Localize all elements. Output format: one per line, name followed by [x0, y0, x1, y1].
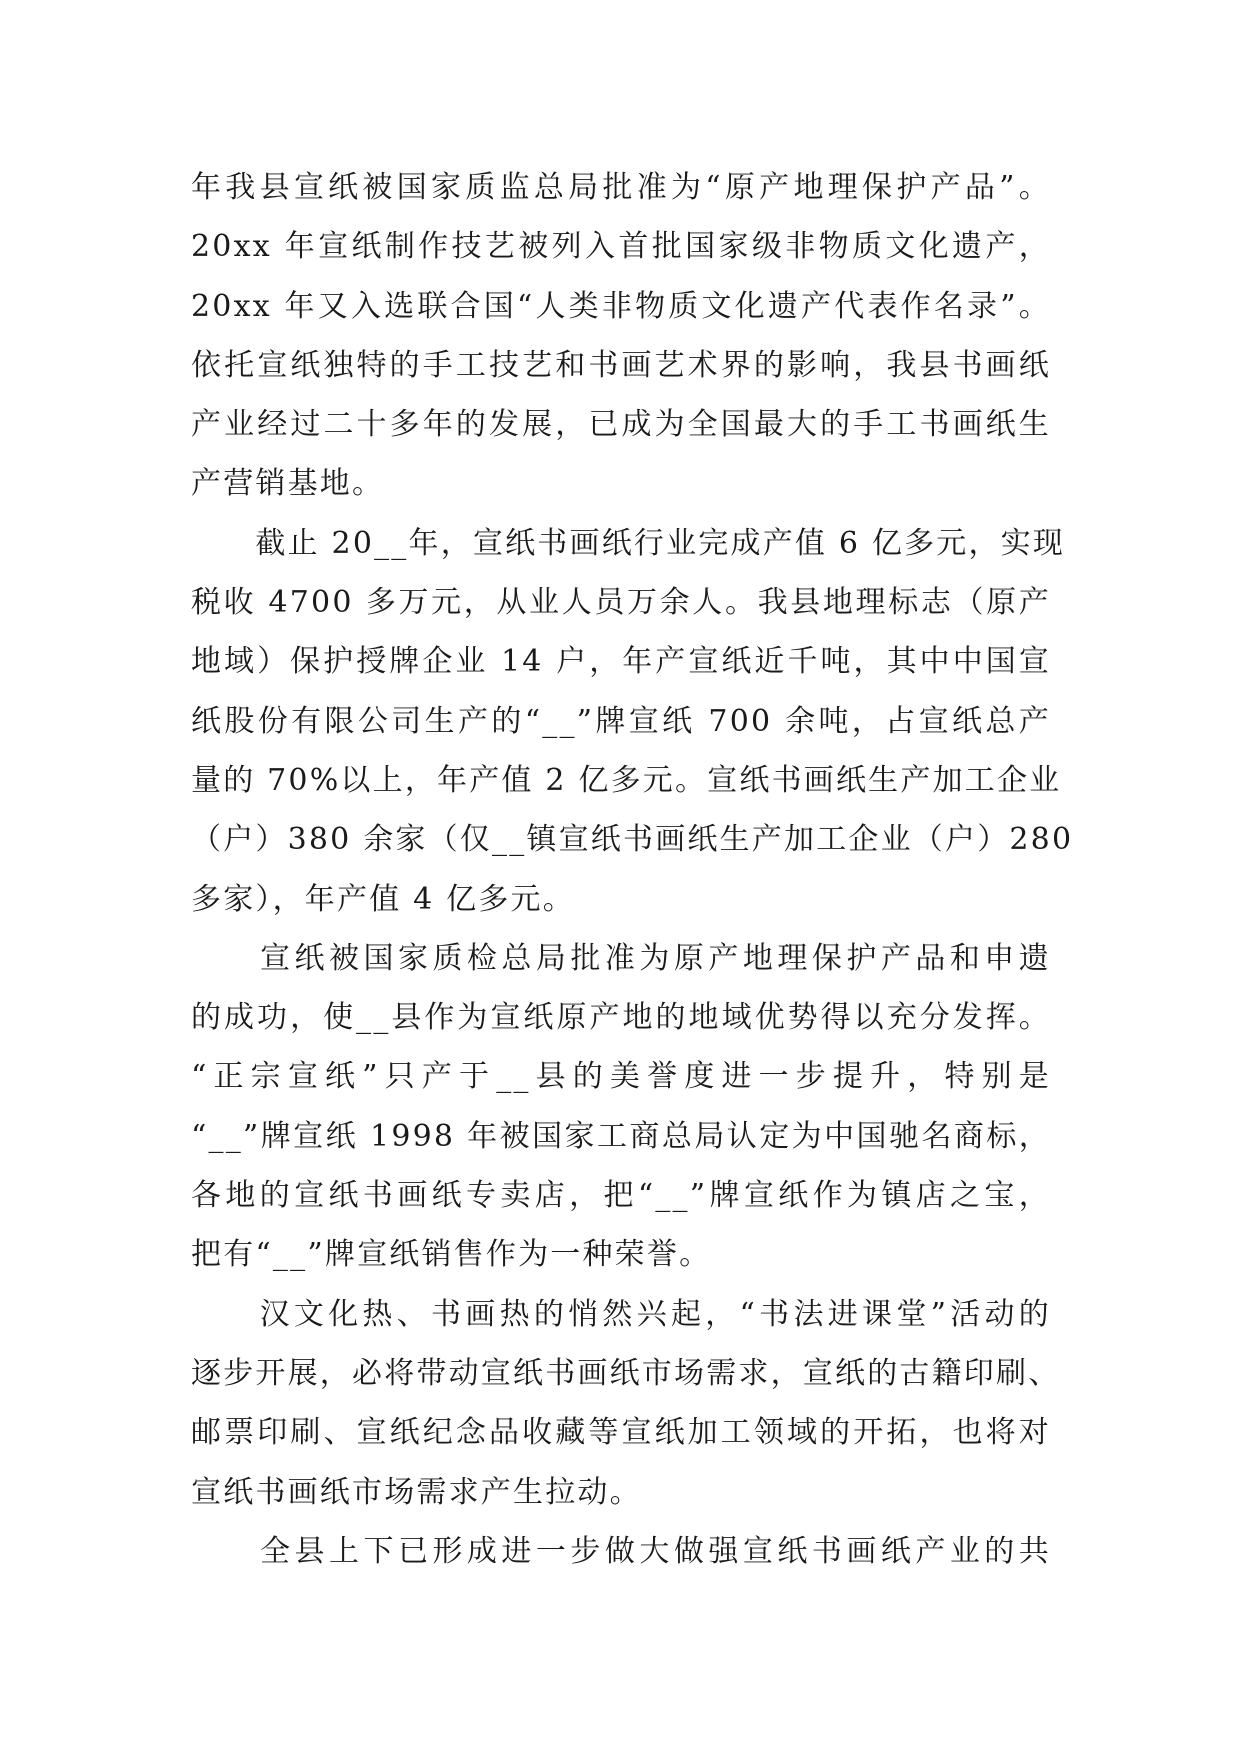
text-line: 全县上下已形成进一步做大做强宣纸书画纸产业的共 — [191, 1533, 1051, 1569]
paragraph-5 — [191, 1522, 1051, 1581]
text-line: “__”牌宣纸 1998 年被国家工商总局认定为中国驰名商标， — [191, 1118, 1051, 1154]
text-line: 宣纸书画纸市场需求产生拉动。 — [191, 1474, 642, 1510]
text-line: 把有“__”牌宣纸销售作为一种荣誉。 — [191, 1237, 712, 1273]
text-line: 多家），年产值 4 亿多元。 — [191, 881, 575, 917]
text-line: 的成功，使__县作为宣纸原产地的地域优势得以充分发挥。 — [191, 1000, 1051, 1036]
text-line: 各地的宣纸书画纸专卖店，把“__”牌宣纸作为镇店之宝， — [191, 1178, 1051, 1214]
text-line: 汉文化热、书画热的悄然兴起，“书法进课堂”活动的 — [191, 1296, 1051, 1332]
paragraph-2 — [191, 514, 1074, 929]
paragraph-4 — [191, 1285, 1061, 1522]
text-line: 截止 20__年，宣纸书画纸行业完成产值 6 亿多元，实现 — [191, 525, 1066, 561]
text-line: （户）380 余家（仅__镇宣纸书画纸生产加工企业（户）280 — [191, 822, 1074, 858]
text-line: 逐步开展，必将带动宣纸书画纸市场需求，宣纸的古籍印刷、 — [191, 1355, 1061, 1391]
text-line: 产业经过二十多年的发展，已成为全国最大的手工书画纸生 — [191, 407, 1051, 443]
text-line: 产营销基地。 — [191, 466, 385, 502]
text-line: 地域）保护授牌企业 14 户，年产宣纸近千吨，其中中国宣 — [191, 644, 1051, 680]
text-line: 量的 70%以上，年产值 2 亿多元。宣纸书画纸生产加工企业 — [191, 762, 1062, 798]
paragraph-1 — [191, 158, 1051, 514]
text-line: 20xx 年又入选联合国“人类非物质文化遗产代表作名录”。 — [191, 288, 1051, 324]
document-body — [191, 158, 1074, 1581]
text-line: 邮票印刷、宣纸纪念品收藏等宣纸加工领域的开拓，也将对 — [191, 1415, 1051, 1451]
paragraph-3 — [191, 929, 1051, 1285]
text-line: 宣纸被国家质检总局批准为原产地理保护产品和申遗 — [191, 940, 1051, 976]
text-line: “正宗宣纸”只产于__县的美誉度进一步提升，特别是 — [191, 1059, 1051, 1095]
text-line: 20xx 年宣纸制作技艺被列入首批国家级非物质文化遗产， — [191, 229, 1051, 265]
text-line: 纸股份有限公司生产的“__”牌宣纸 700 余吨，占宣纸总产 — [191, 703, 1051, 739]
text-line: 依托宣纸独特的手工技艺和书画艺术界的影响，我县书画纸 — [191, 347, 1051, 383]
text-line: 税收 4700 多万元，从业人员万余人。我县地理标志（原产 — [191, 585, 1051, 621]
text-line: 年我县宣纸被国家质监总局批准为“原产地理保护产品”。 — [191, 170, 1051, 205]
